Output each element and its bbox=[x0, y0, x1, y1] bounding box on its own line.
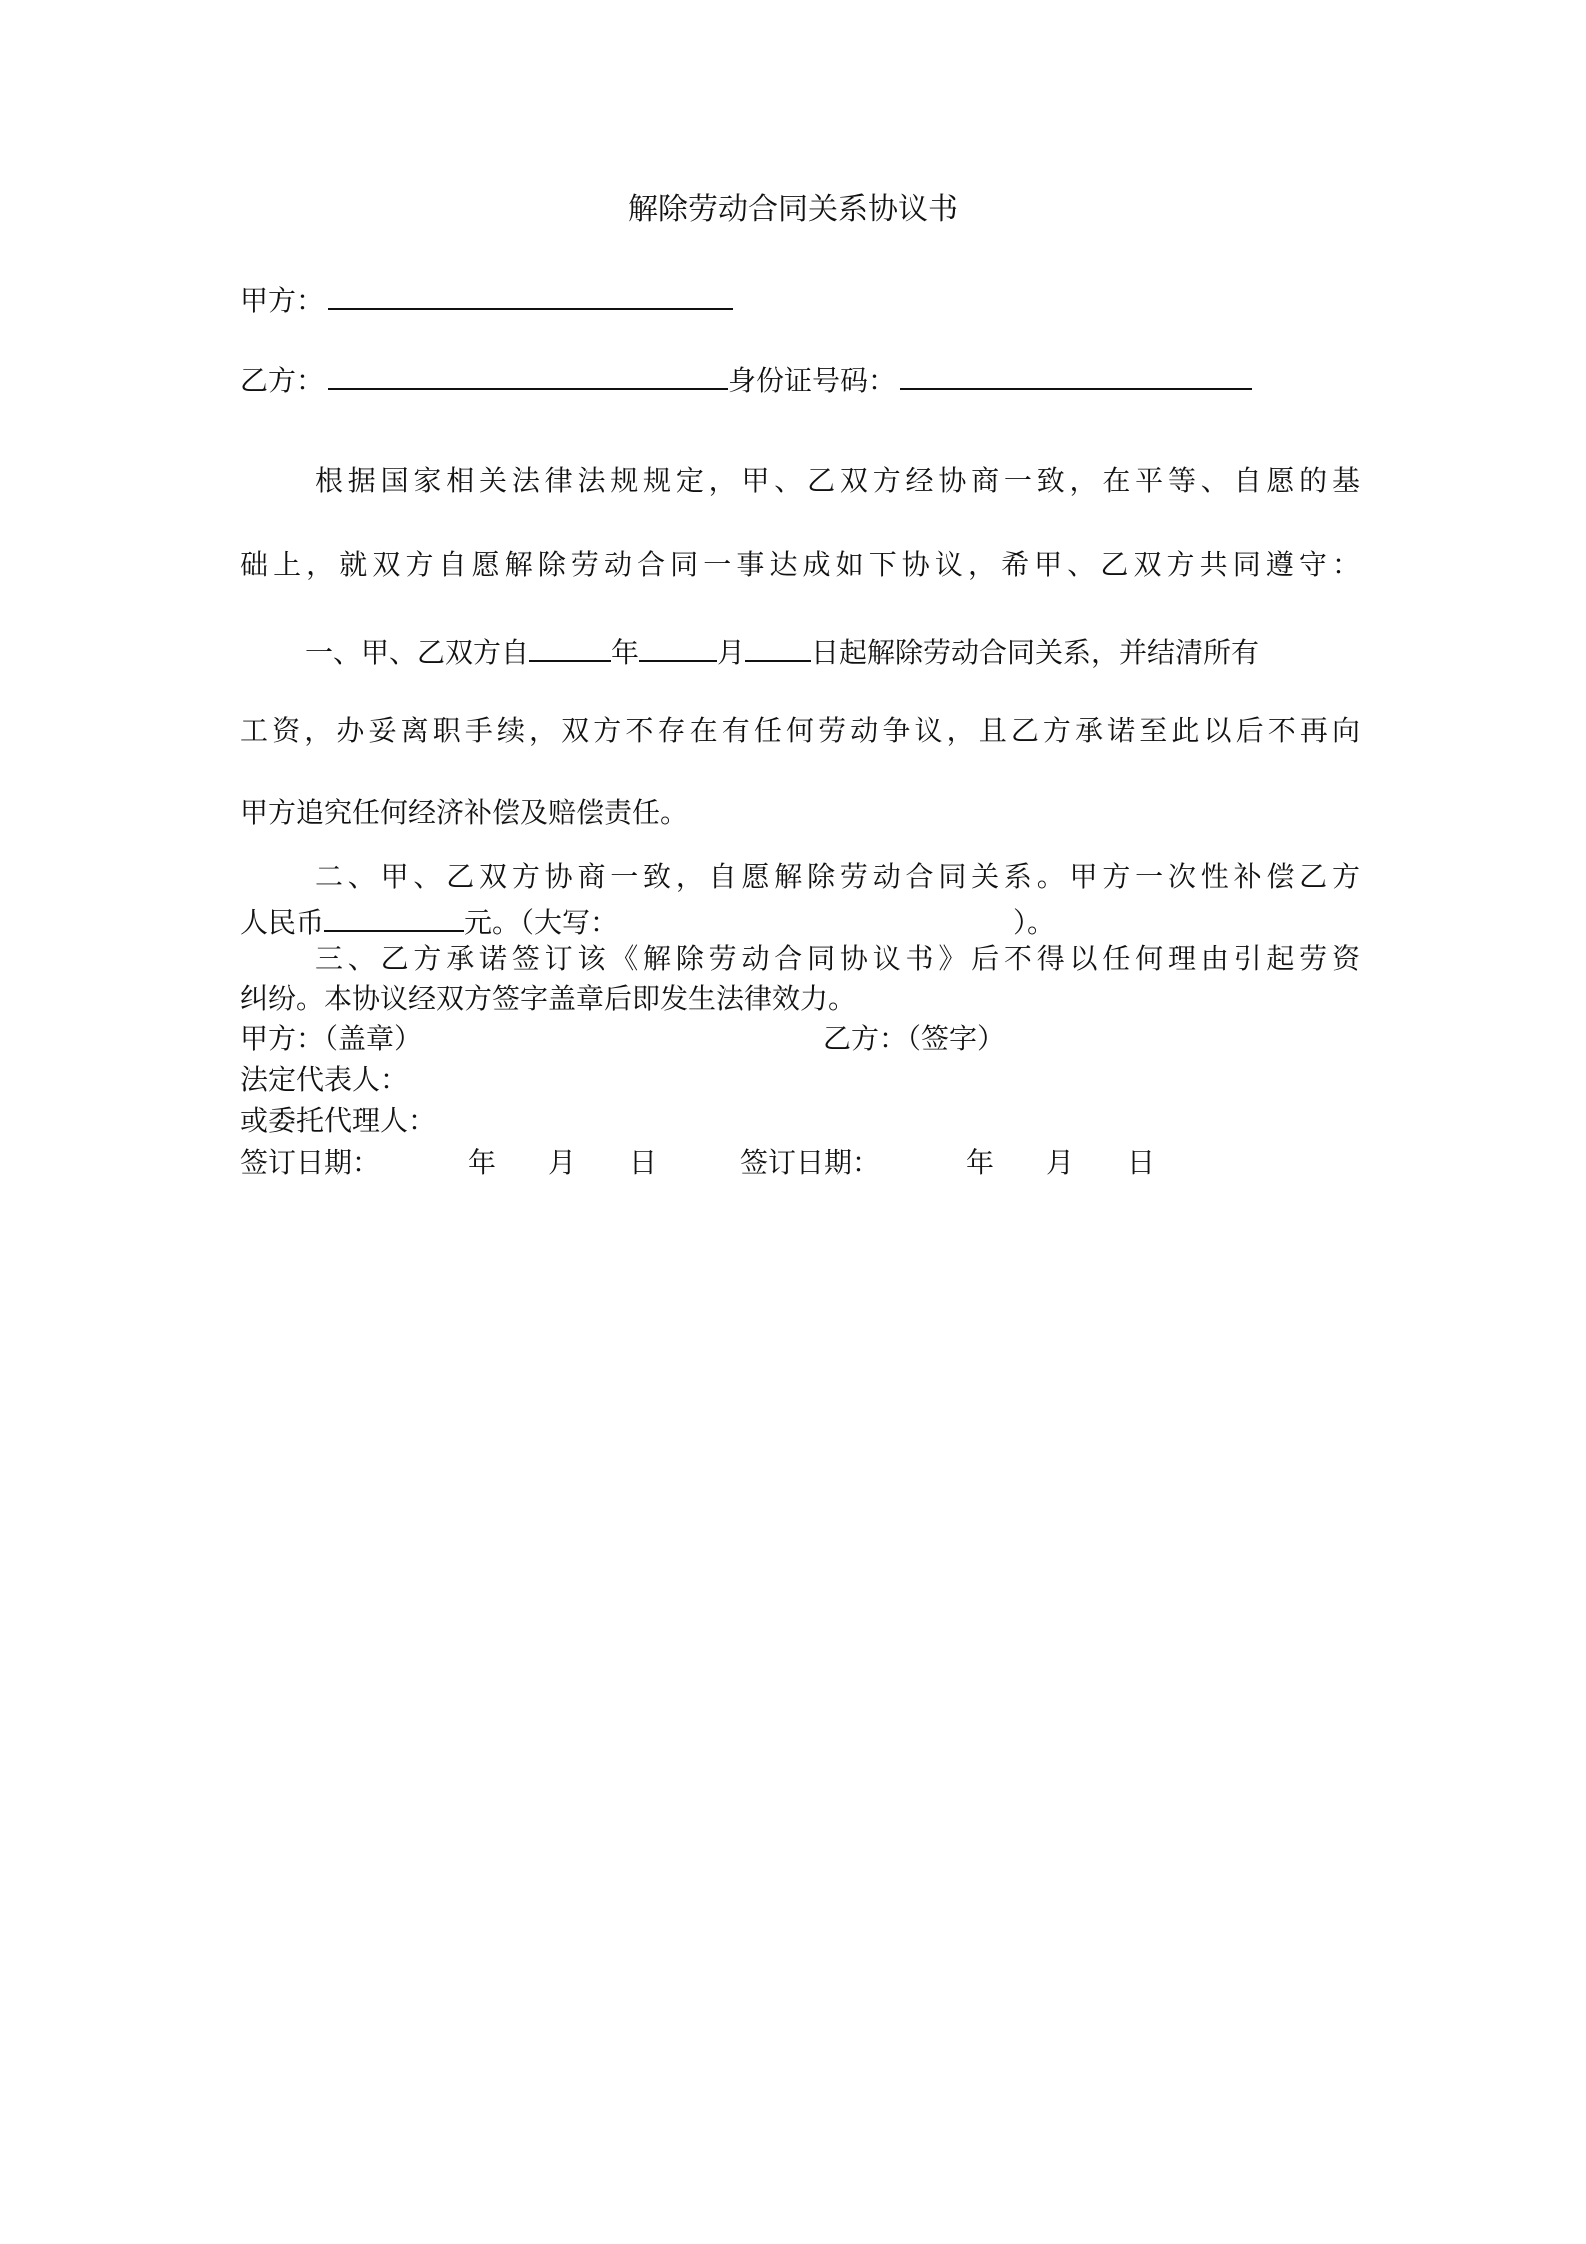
id-number-label: 身份证号码： bbox=[728, 364, 897, 397]
party-a-label: 甲方： bbox=[240, 284, 325, 317]
party-a-row bbox=[240, 278, 733, 318]
party-b-label: 乙方： bbox=[240, 364, 325, 397]
clause-1-line-1: 一、甲、乙双方自 年 月 日起解除劳动合同关系，并结清所有 bbox=[305, 630, 1259, 670]
clause-3-line-1: 三、乙方承诺签订该《解除劳动合同协议书》后不得以任何理由引起劳资 bbox=[315, 942, 1360, 975]
compensation-amount-field[interactable] bbox=[324, 900, 464, 932]
party-b-name-field[interactable] bbox=[328, 358, 728, 390]
party-a-name-field[interactable] bbox=[328, 278, 733, 310]
party-b-sign-label: 乙方：（签字） bbox=[823, 1022, 1006, 1055]
document-title: 解除劳动合同关系协议书 bbox=[628, 192, 958, 227]
party-a-date-day: 日 bbox=[629, 1146, 658, 1179]
party-a-date-month: 月 bbox=[548, 1146, 577, 1179]
clause-3-line-2: 纠纷。本协议经双方签字盖章后即发生法律效力。 bbox=[240, 982, 857, 1015]
authorized-agent-label: 或委托代理人： bbox=[240, 1104, 437, 1137]
party-a-sign-date-label: 签订日期： bbox=[240, 1146, 381, 1179]
end-year-field[interactable] bbox=[529, 630, 611, 662]
end-month-field[interactable] bbox=[639, 630, 717, 662]
party-b-date-day: 日 bbox=[1127, 1146, 1156, 1179]
end-day-field[interactable] bbox=[745, 630, 811, 662]
party-b-sign-date-label: 签订日期： bbox=[740, 1146, 881, 1179]
party-b-date-month: 月 bbox=[1046, 1146, 1075, 1179]
clause-1-line-3: 甲方追究任何经济补偿及赔偿责任。 bbox=[240, 796, 689, 829]
party-a-date-year: 年 bbox=[468, 1146, 497, 1179]
id-number-field[interactable] bbox=[900, 358, 1252, 390]
party-b-date-year: 年 bbox=[966, 1146, 995, 1179]
clause-2-line-2: 人民币 元。（大写： ）。 bbox=[240, 900, 1055, 940]
clause-1-line-2: 工资，办妥离职手续，双方不存在有任何劳动争议，且乙方承诺至此以后不再向 bbox=[240, 714, 1360, 747]
intro-line-1: 根据国家相关法律法规规定，甲、乙双方经协商一致，在平等、自愿的基 bbox=[315, 464, 1360, 497]
intro-line-2: 础上，就双方自愿解除劳动合同一事达成如下协议，希甲、乙双方共同遵守： bbox=[240, 548, 1360, 581]
party-a-seal-label: 甲方：（盖章） bbox=[240, 1022, 423, 1055]
clause-2-line-1: 二、甲、乙双方协商一致，自愿解除劳动合同关系。甲方一次性补偿乙方 bbox=[315, 860, 1360, 893]
legal-representative-label: 法定代表人： bbox=[240, 1063, 409, 1096]
party-b-row bbox=[240, 358, 1252, 398]
